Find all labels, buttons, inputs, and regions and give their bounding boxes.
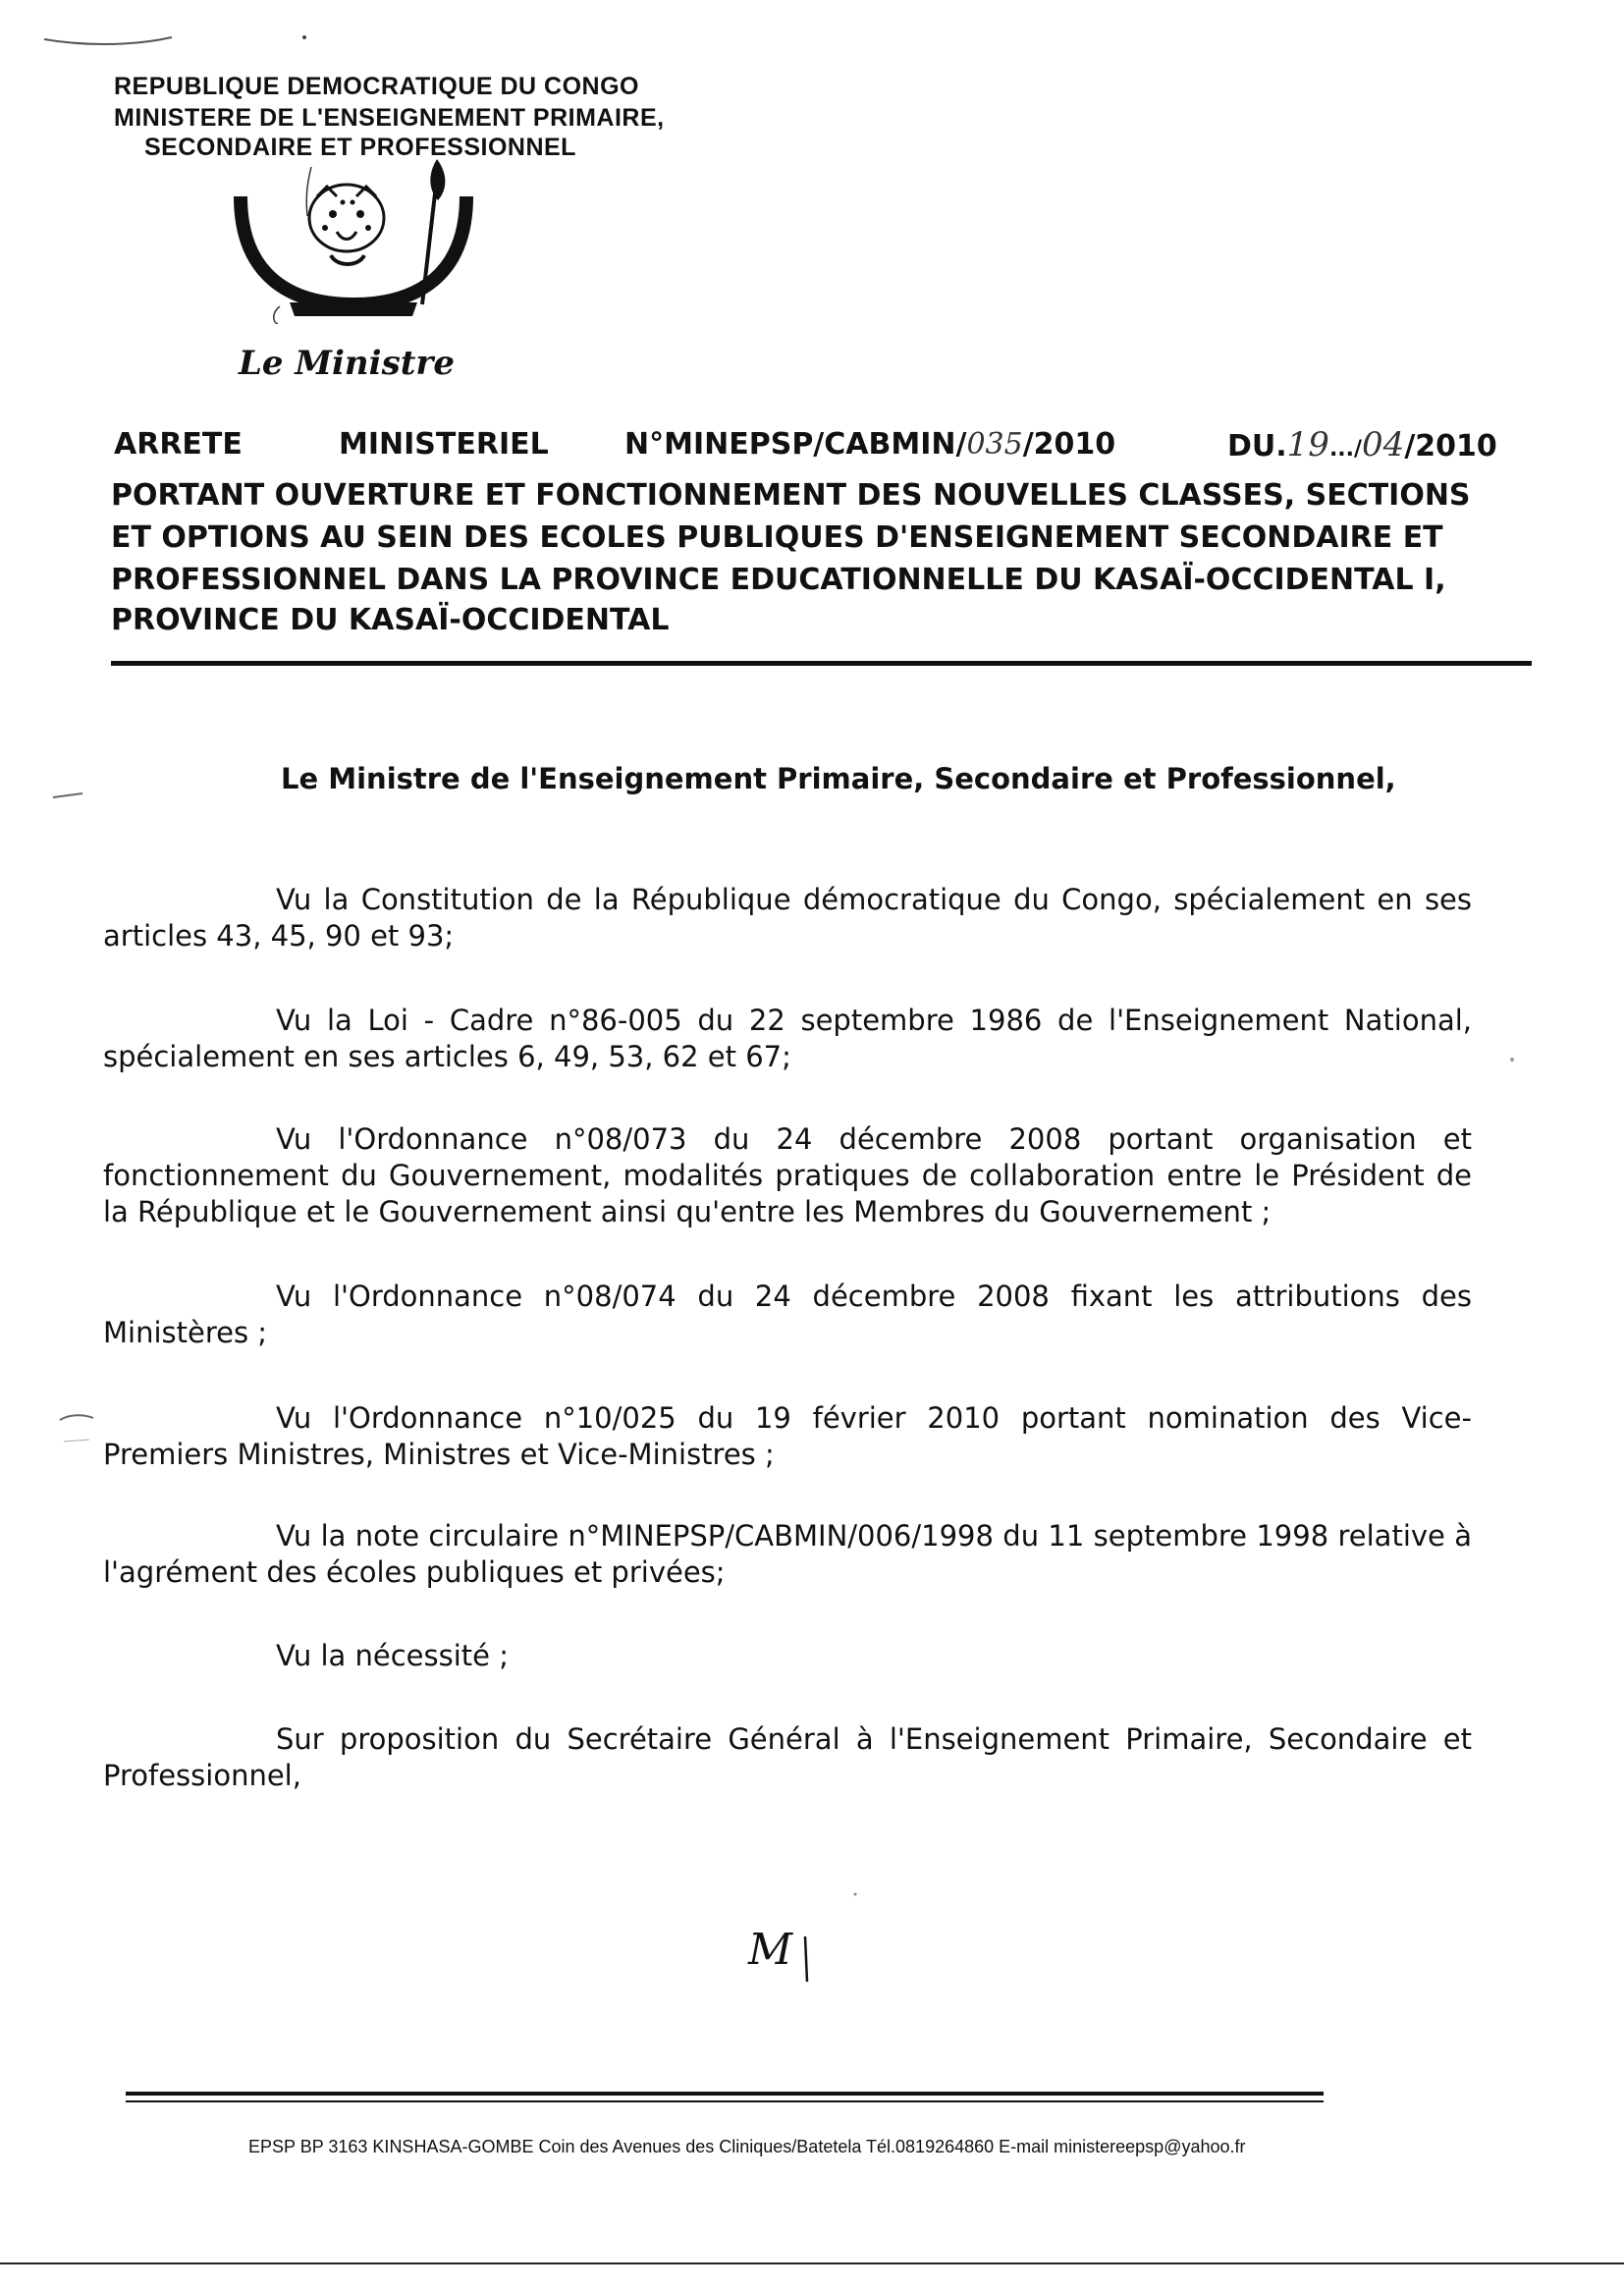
congo-coat-of-arms-seal-icon bbox=[221, 157, 486, 324]
preamble-paragraph: Vu la nécessité ; bbox=[276, 1639, 509, 1672]
ministry-header-line-2: SECONDAIRE ET PROFESSIONNEL bbox=[144, 134, 576, 161]
preamble-paragraph: Vu la note circulaire n°MINEPSP/CABMIN/006/1998 du 11 septembre 1998 relative à l'agrément des écoles publiques et privées; bbox=[103, 1519, 1472, 1589]
handwritten-initials: M bbox=[748, 1925, 793, 1975]
decree-title-line: ET OPTIONS AU SEIN DES ECOLES PUBLIQUES D'ENSEIGNEMENT SECONDAIRE ET bbox=[111, 520, 1443, 555]
decree-title-line: PROFESSIONNEL DANS LA PROVINCE EDUCATIONNELLE DU KASAÏ-OCCIDENTAL I, bbox=[111, 563, 1446, 597]
initials-flourish bbox=[797, 1933, 817, 1991]
preamble-paragraph: Vu l'Ordonnance n°10/025 du 19 février 2010 portant nomination des Vice-Premiers Ministres, Ministres et Vice-Ministres ; bbox=[103, 1401, 1472, 1471]
scan-mark-top-right bbox=[300, 33, 310, 43]
scan-mark-left-2 bbox=[54, 1402, 103, 1451]
page-bottom-edge-line bbox=[0, 2262, 1624, 2264]
preamble-paragraph: Vu la Loi - Cadre n°86-005 du 22 septembre 1986 de l'Enseignement National, spécialement en ses articles 6, 49, 53, 62 et 67; bbox=[103, 1004, 1472, 1073]
decree-title-line: PROVINCE DU KASAÏ-OCCIDENTAL bbox=[111, 603, 670, 637]
preamble-paragraph: Vu la Constitution de la République démocratique du Congo, spécialement en ses articles 43, 45, 90 et 93; bbox=[103, 883, 1472, 953]
footer-contact: EPSP BP 3163 KINSHASA-GOMBE Coin des Avenues des Cliniques/Batetela Tél.0819264860 E-mail ministereepsp@yahoo.fr bbox=[248, 2137, 1246, 2156]
decree-title-line: PORTANT OUVERTURE ET FONCTIONNEMENT DES NOUVELLES CLASSES, SECTIONS bbox=[111, 478, 1471, 513]
scan-mark-dot bbox=[852, 1891, 860, 1899]
footer-divider-rule-thick bbox=[126, 2092, 1324, 2096]
preamble-paragraph: Sur proposition du Secrétaire Général à l'Enseignement Primaire, Secondaire et Professionnel, bbox=[103, 1722, 1472, 1792]
preamble-heading: Le Ministre de l'Enseignement Primaire, Secondaire et Professionnel, bbox=[281, 762, 1396, 795]
decree-date-year: /2010 bbox=[1404, 429, 1497, 463]
decree-title-reference bbox=[624, 426, 1115, 463]
decree-title-word-ministeriel: MINISTERIEL bbox=[339, 427, 549, 462]
decree-title-word-arrete: ARRETE bbox=[114, 427, 243, 462]
title-divider-rule bbox=[111, 661, 1532, 666]
decree-date-month: 04 bbox=[1362, 425, 1405, 464]
decree-date-day: 19 bbox=[1286, 425, 1329, 464]
decree-date-label: DU. bbox=[1227, 429, 1287, 463]
preamble-paragraph: Vu l'Ordonnance n°08/073 du 24 décembre 2008 portant organisation et fonctionnement du Gouvernement, modalités pratiques de collaboration entre le Président de la République et le Gouvernement ainsi qu'entre les Membres du Gouvernement ; bbox=[103, 1122, 1472, 1228]
decree-title-date bbox=[1227, 426, 1497, 468]
decree-date-separator: .../ bbox=[1328, 437, 1363, 462]
scan-mark-right bbox=[1507, 1056, 1519, 1063]
ministry-header-line: MINISTERE DE L'ENSEIGNEMENT PRIMAIRE, bbox=[114, 104, 665, 132]
decree-reference-prefix: N°MINEPSP/CABMIN/ bbox=[624, 427, 967, 462]
footer-divider-rule-thin bbox=[126, 2100, 1324, 2102]
scan-mark-top-left bbox=[39, 18, 187, 57]
minister-signature-title: Le Ministre bbox=[239, 344, 455, 383]
scan-mark-left-1 bbox=[49, 786, 88, 805]
republic-header-line: REPUBLIQUE DEMOCRATIQUE DU CONGO bbox=[114, 73, 639, 100]
decree-handwritten-number: 035 bbox=[966, 427, 1023, 462]
decree-reference-year: /2010 bbox=[1022, 427, 1116, 462]
preamble-paragraph: Vu l'Ordonnance n°08/074 du 24 décembre 2008 fixant les attributions des Ministères ; bbox=[103, 1280, 1472, 1349]
